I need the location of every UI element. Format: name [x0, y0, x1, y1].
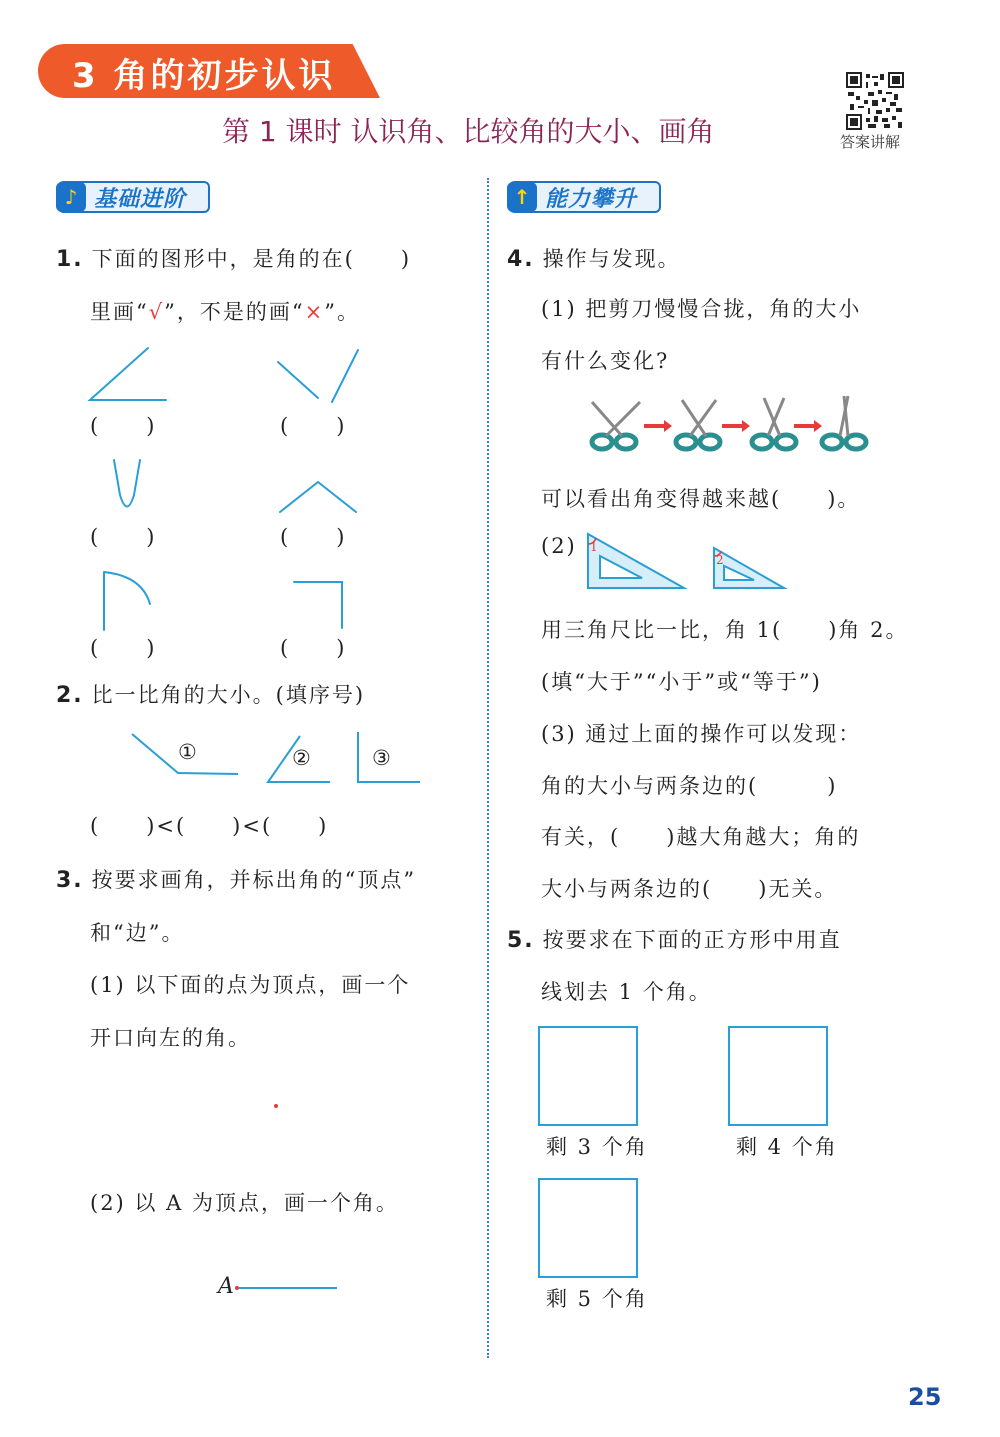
q1-blank-f[interactable]: ( ): [280, 636, 347, 660]
q4-title-line: 4. 操作与发现。: [507, 247, 681, 272]
qr-caption: 答案讲解: [840, 133, 901, 151]
square-3[interactable]: [538, 1178, 638, 1278]
figure-f-angle: [294, 582, 342, 628]
q3-line1: 3. 按要求画角，并标出角的“顶点”: [56, 868, 417, 893]
q1-line2: 里画“√”，不是的画“×”。: [90, 300, 360, 324]
q5-number: 5.: [507, 928, 535, 953]
q4-part3-line3[interactable]: 有关，( )越大角越大；角的: [541, 825, 861, 849]
column-divider: [487, 178, 489, 1358]
q4-part1-line2: 有什么变化?: [541, 349, 670, 373]
q4-part3-line1: (3) 通过上面的操作可以发现：: [541, 722, 862, 746]
q4-part1-answer[interactable]: 可以看出角变得越来越( )。: [541, 487, 861, 511]
q2-number: 2.: [56, 683, 84, 708]
climber-icon: ↑: [507, 182, 537, 212]
page-number: 25: [908, 1383, 942, 1411]
q1-blank-d[interactable]: ( ): [280, 525, 347, 549]
scissors-icon-4: [822, 396, 866, 449]
q3-part2: (2) 以 A 为顶点，画一个角。: [90, 1191, 399, 1215]
square-2-caption: 剩 4 个角: [736, 1135, 838, 1159]
arrow-icon-2: [722, 420, 750, 432]
angle-label-2: ②: [292, 746, 313, 770]
figure-d-angle: [280, 482, 356, 512]
q4-part3-line4[interactable]: 大小与两条边的( )无关。: [541, 877, 838, 901]
angle-1-label: 1: [590, 540, 598, 554]
q3-part1-line2: 开口向左的角。: [90, 1026, 251, 1050]
q1-number: 1.: [56, 247, 84, 272]
vertex-point[interactable]: [274, 1104, 278, 1108]
q4-part2-label: (2): [541, 534, 577, 558]
q1-figures: [80, 340, 380, 630]
square-3-caption: 剩 5 个角: [546, 1287, 648, 1311]
q1-blank-b[interactable]: ( ): [280, 414, 347, 438]
section-tag-ability: [507, 181, 661, 213]
scissors-icon-3: [752, 398, 796, 449]
q1-blank-c[interactable]: ( ): [90, 525, 157, 549]
figure-b-line1: [278, 362, 318, 398]
set-squares: [586, 530, 796, 594]
q4-part3-line2[interactable]: 角的大小与两条边的( ): [541, 774, 838, 798]
square-2[interactable]: [728, 1026, 828, 1126]
point-a-label: A: [218, 1274, 234, 1299]
q1-blank-a[interactable]: ( ): [90, 414, 157, 438]
q2-line: 2. 比一比角的大小。(填序号): [56, 683, 366, 708]
q4-number: 4.: [507, 247, 535, 272]
q1-line1: 1. 下面的图形中，是角的在( ): [56, 247, 412, 272]
angle-label-1: ①: [178, 740, 199, 764]
check-mark: √: [148, 300, 165, 324]
angle-2-label: 2: [716, 553, 724, 567]
runner-icon: ♪: [56, 182, 86, 212]
q4-part2-line1[interactable]: 用三角尺比一比，角 1( )角 2。: [541, 618, 909, 642]
figure-e-arc: [104, 572, 150, 630]
qr-code-icon[interactable]: [846, 72, 904, 130]
figure-c-curve: [114, 460, 140, 507]
scissors-icon-1: [592, 402, 640, 449]
q5-line1: 5. 按要求在下面的正方形中用直: [507, 928, 842, 953]
cross-mark: ×: [304, 300, 325, 324]
ray-from-a: [239, 1287, 337, 1289]
figure-b-line2: [332, 350, 358, 402]
section-label: 能力攀升: [545, 186, 638, 212]
q4-part2-line2: (填“大于”“小于”或“等于”): [541, 670, 822, 694]
section-tag-basic: [56, 181, 210, 213]
scissors-icon-2: [676, 400, 720, 449]
figure-a-angle: [90, 348, 166, 400]
q5-line2: 线划去 1 个角。: [541, 980, 712, 1004]
q3-line2: 和“边”。: [90, 921, 185, 945]
square-1-caption: 剩 3 个角: [546, 1135, 648, 1159]
lesson-title: 第 1 课时 认识角、比较角的大小、画角: [222, 115, 715, 148]
q3-number: 3.: [56, 868, 84, 893]
section-label: 基础进阶: [94, 186, 187, 212]
q1-blank-e[interactable]: ( ): [90, 636, 157, 660]
q3-part1-line1: (1) 以下面的点为顶点，画一个: [90, 973, 411, 997]
q4-part1-line1: (1) 把剪刀慢慢合拢，角的大小: [541, 297, 862, 321]
square-1[interactable]: [538, 1026, 638, 1126]
arrow-icon-1: [644, 420, 672, 432]
angle-label-3: ③: [372, 746, 393, 770]
arrow-icon-3: [794, 420, 822, 432]
unit-title: 3 角的初步认识: [72, 56, 336, 96]
scissors-sequence: [588, 392, 870, 464]
q2-answer-line[interactable]: ( )<( )<( ): [90, 814, 329, 838]
